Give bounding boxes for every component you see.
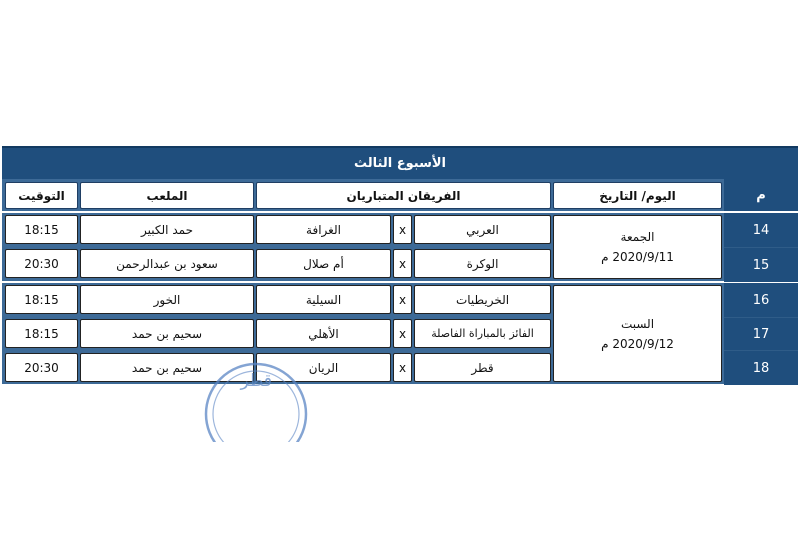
row-num: 14 <box>724 213 798 247</box>
day-label: السبت <box>620 316 655 331</box>
stadium-cell: سحيم بن حمد <box>80 353 254 382</box>
header-day-date: اليوم/ التاريخ <box>553 182 722 209</box>
row-num: 17 <box>724 317 798 351</box>
vs-mark: x <box>393 215 412 244</box>
time-cell: 20:30 <box>5 249 78 278</box>
time-cell: 18:15 <box>5 215 78 244</box>
team-away: الأهلي <box>256 319 391 348</box>
vs-mark: x <box>393 319 412 348</box>
team-away: الريان <box>256 353 391 382</box>
team-away: السيلية <box>256 285 391 314</box>
team-away: أم صلال <box>256 249 391 278</box>
time-cell: 18:15 <box>5 319 78 348</box>
row-num: 18 <box>724 350 798 385</box>
header-num: م <box>724 179 798 211</box>
time-cell: 20:30 <box>5 353 78 382</box>
date-cell-friday <box>553 215 722 279</box>
stadium-cell: الخور <box>80 285 254 314</box>
team-home: قطر <box>414 353 551 382</box>
team-away: الغرافة <box>256 215 391 244</box>
stamp-text: قطر <box>240 371 272 391</box>
vs-mark: x <box>393 353 412 382</box>
team-home: الخريطيات <box>414 285 551 314</box>
header-time: التوقيت <box>5 182 78 209</box>
header-teams: الفريقان المتباريان <box>256 182 551 209</box>
table-title: الأسبوع الثالث <box>2 146 798 179</box>
team-home: الفائز بالمباراة الفاصلة <box>414 319 551 348</box>
day-label: الجمعة <box>620 230 655 244</box>
stadium-cell: حمد الكبير <box>80 215 254 244</box>
date-cell-saturday <box>553 285 722 382</box>
stadium-cell: سحيم بن حمد <box>80 319 254 348</box>
date-label: 2020/9/12 م <box>601 336 674 351</box>
vs-mark: x <box>393 285 412 314</box>
vs-mark: x <box>393 249 412 278</box>
team-home: العربي <box>414 215 551 244</box>
row-num: 16 <box>724 283 798 317</box>
time-cell: 18:15 <box>5 285 78 314</box>
row-num: 15 <box>724 247 798 282</box>
stadium-cell: سعود بن عبدالرحمن <box>80 249 254 278</box>
schedule-table <box>2 146 798 384</box>
header-stadium: الملعب <box>80 182 254 209</box>
date-label: 2020/9/11 م <box>601 250 674 264</box>
team-home: الوكرة <box>414 249 551 278</box>
